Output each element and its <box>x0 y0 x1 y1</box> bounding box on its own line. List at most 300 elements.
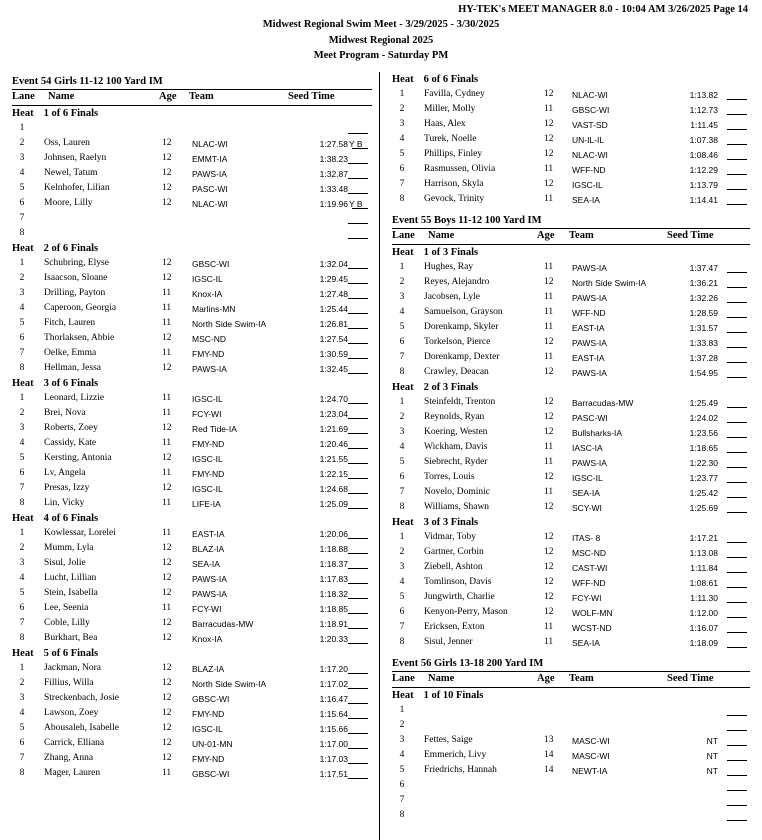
entry-row <box>12 541 372 556</box>
team-code: North Side Swim-IA <box>572 278 647 288</box>
team-code: LIFE-IA <box>192 499 221 509</box>
result-blank-line[interactable] <box>727 572 747 573</box>
lane-number: 6 <box>19 603 25 613</box>
swimmer-age: 11 <box>162 498 172 508</box>
swimmer-name: Schubring, Elyse <box>44 258 109 268</box>
entry-row <box>12 631 372 646</box>
heat-header <box>392 515 750 530</box>
swimmer-age: 12 <box>162 483 172 493</box>
lane-number: 2 <box>19 273 25 283</box>
seed-time: 1:23.56 <box>689 428 718 438</box>
lane-number: 4 <box>399 134 405 144</box>
result-blank-line[interactable] <box>727 745 747 746</box>
result-blank-line[interactable] <box>348 328 368 329</box>
result-blank-line[interactable] <box>348 478 368 479</box>
result-blank-line[interactable] <box>727 452 747 453</box>
result-blank-line[interactable] <box>727 542 747 543</box>
seed-time: 1:08.46 <box>689 150 718 160</box>
swimmer-age: 12 <box>544 502 554 512</box>
seed-time: 1:27.48 <box>319 289 348 299</box>
lane-number: 1 <box>19 123 25 133</box>
team-code: GBSC-WI <box>192 769 230 779</box>
swimmer-name: Dorenkamp, Skyler <box>424 322 499 332</box>
lane-number: 1 <box>399 705 405 715</box>
swimmer-name: Jungwirth, Charlie <box>424 592 495 602</box>
lane-number: 3 <box>399 735 405 745</box>
swimmer-age: 12 <box>162 258 172 268</box>
result-blank-line[interactable] <box>348 193 368 194</box>
result-blank-line[interactable] <box>348 613 368 614</box>
lane-number: 5 <box>19 318 25 328</box>
entry-row <box>12 346 372 361</box>
result-blank-line[interactable] <box>727 482 747 483</box>
lane-number: 2 <box>19 678 25 688</box>
lane-number: 8 <box>19 228 25 238</box>
swimmer-name: Stein, Isabella <box>44 588 98 598</box>
swimmer-age: 12 <box>544 397 554 407</box>
result-blank-line[interactable] <box>727 332 747 333</box>
swimmer-name: Leonard, Lizzie <box>44 393 105 403</box>
result-blank-line[interactable] <box>727 407 747 408</box>
lane-number: 3 <box>19 693 25 703</box>
swimmer-age: 11 <box>544 622 554 632</box>
team-code: MSC-ND <box>192 334 226 344</box>
entry-row <box>392 560 750 575</box>
team-code: SEA-IA <box>572 488 600 498</box>
swimmer-age: 12 <box>162 573 172 583</box>
heat-header <box>392 688 750 703</box>
team-code: GBSC-WI <box>572 105 610 115</box>
seed-time: 1:11.45 <box>690 120 718 130</box>
entry-row <box>392 87 750 102</box>
result-blank-line[interactable] <box>727 99 747 100</box>
swimmer-name: Williams, Shawn <box>424 502 490 512</box>
lane-number: 8 <box>399 502 405 512</box>
col-age-header: Age <box>159 91 177 102</box>
col-seed-header: Seed Time <box>667 230 714 241</box>
swimmer-age: 12 <box>544 532 554 542</box>
lane-number: 2 <box>399 547 405 557</box>
result-blank-line[interactable] <box>727 730 747 731</box>
team-code: GBSC-WI <box>192 694 230 704</box>
entry-row <box>392 147 750 162</box>
seed-time: 1:32.87 <box>319 169 348 179</box>
entry-row <box>392 162 750 177</box>
result-blank-line[interactable] <box>348 673 368 674</box>
swimmer-name: Hughes, Ray <box>424 262 474 272</box>
seed-time: 1:12.73 <box>689 105 718 115</box>
entry-row <box>12 121 372 136</box>
result-blank-line[interactable] <box>727 287 747 288</box>
seed-time: 1:13.79 <box>689 180 718 190</box>
team-code: WFF-ND <box>572 165 606 175</box>
heat-label: Heat <box>392 247 414 258</box>
seed-time: 1:37.47 <box>689 263 718 273</box>
result-blank-line[interactable] <box>348 313 368 314</box>
swimmer-name: Friedrichs, Hannah <box>424 765 497 775</box>
lane-number: 1 <box>19 663 25 673</box>
team-code: BLAZ-IA <box>192 664 225 674</box>
result-blank-line[interactable] <box>727 159 747 160</box>
entry-row <box>392 590 750 605</box>
seed-time: 1:12.00 <box>689 608 718 618</box>
lane-number: 3 <box>399 292 405 302</box>
seed-time: 1:23.04 <box>319 409 348 419</box>
swimmer-name: Rasmussen, Olivia <box>424 164 496 174</box>
entry-row <box>392 350 750 365</box>
entry-row <box>12 391 372 406</box>
swimmer-name: Lucht, Lillian <box>44 573 97 583</box>
seed-time: 1:18.09 <box>689 638 718 648</box>
swimmer-age: 11 <box>162 768 172 778</box>
result-blank-line[interactable] <box>727 512 747 513</box>
entry-row <box>12 736 372 751</box>
col-lane-header: Lane <box>392 230 415 241</box>
entry-row <box>12 151 372 166</box>
result-blank-line[interactable] <box>727 647 747 648</box>
result-blank-line[interactable] <box>727 204 747 205</box>
col-seed-header: Seed Time <box>667 673 714 684</box>
result-blank-line[interactable] <box>727 775 747 776</box>
entry-row <box>12 166 372 181</box>
result-blank-line[interactable] <box>727 422 747 423</box>
col-seed-header: Seed Time <box>288 91 335 102</box>
seed-time: 1:17.02 <box>319 679 348 689</box>
result-blank-line[interactable] <box>727 272 747 273</box>
result-blank-line[interactable] <box>348 598 368 599</box>
lane-number: 5 <box>399 592 405 602</box>
swimmer-name: Presas, Izzy <box>44 483 90 493</box>
swimmer-age: 13 <box>544 735 554 745</box>
team-code: NLAC-WI <box>572 90 608 100</box>
seed-time: 1:32.04 <box>319 259 348 269</box>
lane-number: 2 <box>19 138 25 148</box>
seed-time: 1:30.59 <box>319 349 348 359</box>
swimmer-name: Wickham, Davis <box>424 442 488 452</box>
result-blank-line[interactable] <box>348 238 368 239</box>
team-code: VAST-SD <box>572 120 608 130</box>
result-blank-line[interactable] <box>348 748 368 749</box>
result-blank-line[interactable] <box>352 148 368 149</box>
event-title: Event 56 Girls 13-18 200 Yard IM <box>392 658 544 669</box>
result-blank-line[interactable] <box>348 268 368 269</box>
lane-number: 8 <box>399 810 405 820</box>
result-blank-line[interactable] <box>727 617 747 618</box>
swimmer-age: 11 <box>544 487 554 497</box>
result-blank-line[interactable] <box>348 433 368 434</box>
swimmer-name: Oelke, Emma <box>44 348 97 358</box>
team-code: SEA-IA <box>572 195 600 205</box>
result-blank-line[interactable] <box>348 133 368 134</box>
team-code: FMY-ND <box>192 349 225 359</box>
swimmer-name: Zhang, Anna <box>44 753 94 763</box>
team-code: MSC-ND <box>572 548 606 558</box>
seed-time: 1:20.33 <box>319 634 348 644</box>
result-blank-line[interactable] <box>348 358 368 359</box>
heat-header <box>12 106 372 121</box>
seed-time: 1:25.49 <box>689 398 718 408</box>
entry-row <box>392 335 750 350</box>
result-blank-line[interactable] <box>348 493 368 494</box>
swimmer-name: Ericksen, Exton <box>424 622 485 632</box>
lane-number: 6 <box>19 198 25 208</box>
entry-row <box>392 763 750 778</box>
swimmer-name: Sisul, Jolie <box>44 558 86 568</box>
team-code: ITAS- 8 <box>572 533 601 543</box>
seed-time: 1:37.28 <box>689 353 718 363</box>
team-code: IGSC-IL <box>572 180 603 190</box>
result-blank-line[interactable] <box>348 733 368 734</box>
col-team-header: Team <box>189 91 214 102</box>
result-blank-line[interactable] <box>348 568 368 569</box>
result-blank-line[interactable] <box>727 820 747 821</box>
seed-time: 1:17.03 <box>319 754 348 764</box>
lane-number: 4 <box>19 438 25 448</box>
lane-number: 1 <box>399 532 405 542</box>
heat-header <box>392 72 750 87</box>
swimmer-name: Mager, Lauren <box>44 768 101 778</box>
result-blank-line[interactable] <box>348 778 368 779</box>
team-code: IGSC-IL <box>192 484 223 494</box>
seed-time: 1:19.96 <box>319 199 348 209</box>
lane-number: 4 <box>19 168 25 178</box>
result-blank-line[interactable] <box>348 688 368 689</box>
team-code: FCY-WI <box>192 409 222 419</box>
swimmer-name: Kelnhofer, Lilian <box>44 183 110 193</box>
swimmer-age: 12 <box>162 588 172 598</box>
column-divider <box>379 72 380 840</box>
swimmer-age: 11 <box>544 164 554 174</box>
result-blank-line[interactable] <box>348 418 368 419</box>
swimmer-age: 11 <box>544 322 554 332</box>
result-blank-line[interactable] <box>727 497 747 498</box>
swimmer-name: Emmerich, Livy <box>424 750 487 760</box>
seed-time: 1:24.70 <box>319 394 348 404</box>
swimmer-age: 12 <box>162 423 172 433</box>
seed-time: 1:13.08 <box>689 548 718 558</box>
seed-time: 1:54.95 <box>689 368 718 378</box>
seed-time: 1:15.66 <box>319 724 348 734</box>
team-code: FCY-WI <box>192 604 222 614</box>
swimmer-name: Brei, Nova <box>44 408 86 418</box>
swimmer-name: Isaacson, Sloane <box>44 273 108 283</box>
entry-row <box>392 808 750 823</box>
swimmer-age: 11 <box>544 352 554 362</box>
result-blank-line[interactable] <box>348 463 368 464</box>
lane-number: 5 <box>19 453 25 463</box>
result-blank-line[interactable] <box>348 448 368 449</box>
swimmer-age: 12 <box>544 412 554 422</box>
lane-number: 6 <box>399 337 405 347</box>
entry-row <box>12 196 372 211</box>
swimmer-name: Jacobsen, Lyle <box>424 292 480 302</box>
swimmer-name: Torkelson, Pierce <box>424 337 491 347</box>
swimmer-age: 14 <box>544 765 554 775</box>
team-code: IASC-IA <box>572 443 603 453</box>
seed-time: 1:18.88 <box>319 544 348 554</box>
team-code: FMY-ND <box>192 439 225 449</box>
team-code: IGSC-IL <box>192 394 223 404</box>
result-blank-line[interactable] <box>727 790 747 791</box>
result-blank-line[interactable] <box>352 208 368 209</box>
seed-time: 1:38.23 <box>319 154 348 164</box>
result-blank-line[interactable] <box>727 467 747 468</box>
entry-row <box>392 177 750 192</box>
seed-time: 1:22.15 <box>319 469 348 479</box>
seed-time: 1:16.47 <box>319 694 348 704</box>
entry-row <box>12 586 372 601</box>
column-header <box>392 228 750 245</box>
result-blank-line[interactable] <box>727 760 747 761</box>
team-code: PAWS-IA <box>572 263 607 273</box>
lane-number: 7 <box>19 753 25 763</box>
swimmer-age: 11 <box>162 348 172 358</box>
heat-header <box>12 511 372 526</box>
entry-row <box>12 286 372 301</box>
result-blank-line[interactable] <box>727 377 747 378</box>
lane-number: 5 <box>399 457 405 467</box>
entry-row <box>12 421 372 436</box>
result-blank-line[interactable] <box>727 805 747 806</box>
result-blank-line[interactable] <box>348 343 368 344</box>
result-blank-line[interactable] <box>348 508 368 509</box>
swimmer-age: 12 <box>162 633 172 643</box>
swimmer-name: Samuelson, Grayson <box>424 307 503 317</box>
result-blank-line[interactable] <box>348 538 368 539</box>
result-blank-line[interactable] <box>348 583 368 584</box>
seed-time: 1:17.51 <box>319 769 348 779</box>
lane-number: 6 <box>19 333 25 343</box>
heat-title: 3 of 6 Finals <box>43 378 99 389</box>
swimmer-name: Sisul, Jenner <box>424 637 473 647</box>
seed-time: 1:17.00 <box>319 739 348 749</box>
result-blank-line[interactable] <box>348 553 368 554</box>
result-blank-line[interactable] <box>348 403 368 404</box>
result-blank-line[interactable] <box>348 703 368 704</box>
result-blank-line[interactable] <box>348 628 368 629</box>
result-blank-line[interactable] <box>348 283 368 284</box>
team-code: PAWS-IA <box>192 574 227 584</box>
result-blank-line[interactable] <box>727 317 747 318</box>
swimmer-name: Burkhart, Bea <box>44 633 98 643</box>
result-blank-line[interactable] <box>727 437 747 438</box>
seed-time: 1:18.65 <box>689 443 718 453</box>
column-header <box>392 671 750 688</box>
swimmer-age: 12 <box>162 738 172 748</box>
entry-row <box>392 605 750 620</box>
swimmer-age: 12 <box>162 453 172 463</box>
seed-time: 1:25.44 <box>319 304 348 314</box>
swimmer-name: Gevock, Trinity <box>424 194 485 204</box>
entry-row <box>392 410 750 425</box>
entry-row <box>12 301 372 316</box>
entry-row <box>12 361 372 376</box>
team-code: Barracudas-MW <box>572 398 634 408</box>
result-blank-line[interactable] <box>348 763 368 764</box>
swimmer-age: 12 <box>162 558 172 568</box>
result-blank-line[interactable] <box>348 163 368 164</box>
result-blank-line[interactable] <box>727 129 747 130</box>
lane-number: 4 <box>19 303 25 313</box>
entry-row <box>392 575 750 590</box>
seed-time: 1:33.48 <box>319 184 348 194</box>
entry-row <box>12 451 372 466</box>
lane-number: 8 <box>19 363 25 373</box>
entry-row <box>12 256 372 271</box>
seed-time: 1:22.30 <box>689 458 718 468</box>
seed-time: 1:21.55 <box>319 454 348 464</box>
entry-row <box>392 455 750 470</box>
swimmer-age: 12 <box>544 427 554 437</box>
team-code: NLAC-WI <box>572 150 608 160</box>
team-code: BLAZ-IA <box>192 544 225 554</box>
lane-number: 5 <box>19 183 25 193</box>
seed-time: 1:11.30 <box>690 593 718 603</box>
lane-number: 1 <box>399 397 405 407</box>
swimmer-name: Phillips, Finley <box>424 149 483 159</box>
result-blank-line[interactable] <box>727 715 747 716</box>
lane-number: 4 <box>399 577 405 587</box>
seed-time: 1:18.32 <box>319 589 348 599</box>
swimmer-name: Johnsen, Raelyn <box>44 153 107 163</box>
result-blank-line[interactable] <box>727 557 747 558</box>
entry-row <box>392 620 750 635</box>
result-blank-line[interactable] <box>348 223 368 224</box>
seed-time: 1:18.91 <box>319 619 348 629</box>
seed-time: 1:28.59 <box>689 308 718 318</box>
result-blank-line[interactable] <box>348 373 368 374</box>
result-blank-line[interactable] <box>727 347 747 348</box>
entry-row <box>12 406 372 421</box>
heat-label: Heat <box>392 382 414 393</box>
result-blank-line[interactable] <box>348 718 368 719</box>
entry-row <box>392 365 750 380</box>
team-code: WFF-ND <box>572 578 606 588</box>
heat-label: Heat <box>12 108 34 119</box>
lane-number: 7 <box>19 483 25 493</box>
swimmer-age: 12 <box>162 663 172 673</box>
lane-number: 7 <box>399 795 405 805</box>
lane-number: 2 <box>399 277 405 287</box>
result-blank-line[interactable] <box>348 298 368 299</box>
result-blank-line[interactable] <box>348 643 368 644</box>
swimmer-age: 12 <box>544 562 554 572</box>
result-blank-line[interactable] <box>727 302 747 303</box>
result-blank-line[interactable] <box>348 178 368 179</box>
swimmer-age: 12 <box>162 678 172 688</box>
result-blank-line[interactable] <box>727 114 747 115</box>
lane-number: 3 <box>19 558 25 568</box>
heat-label: Heat <box>12 378 34 389</box>
team-code: FCY-WI <box>572 593 602 603</box>
heat-title: 4 of 6 Finals <box>43 513 99 524</box>
seed-time: 1:12.29 <box>689 165 718 175</box>
lane-number: 6 <box>399 164 405 174</box>
entry-row <box>12 271 372 286</box>
result-blank-line[interactable] <box>727 632 747 633</box>
lane-number: 4 <box>399 307 405 317</box>
result-blank-line[interactable] <box>727 602 747 603</box>
result-blank-line[interactable] <box>727 144 747 145</box>
result-blank-line[interactable] <box>727 362 747 363</box>
col-age-header: Age <box>537 673 555 684</box>
swimmer-age: 12 <box>544 134 554 144</box>
result-blank-line[interactable] <box>727 189 747 190</box>
result-blank-line[interactable] <box>727 587 747 588</box>
swimmer-age: 12 <box>162 168 172 178</box>
swimmer-name: Gartner, Corbin <box>424 547 484 557</box>
result-blank-line[interactable] <box>727 174 747 175</box>
